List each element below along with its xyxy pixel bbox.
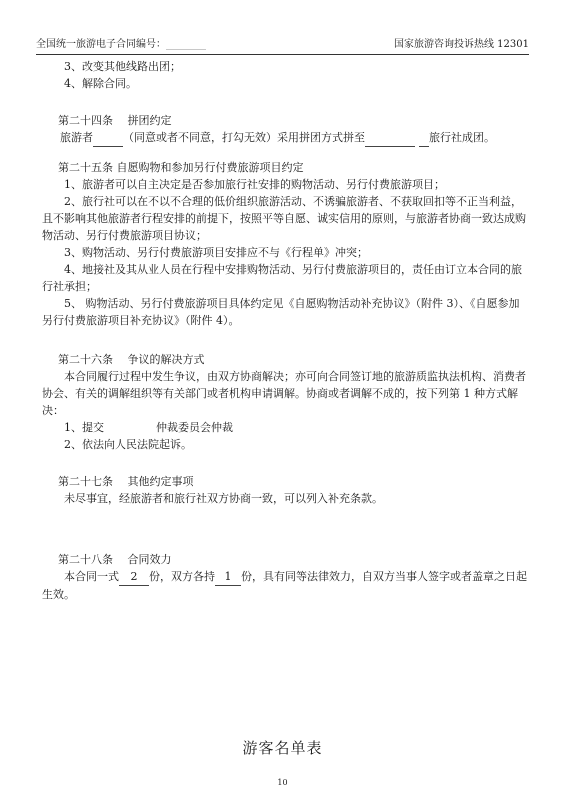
- tourist-roster-title: 游客名单表: [242, 739, 323, 757]
- article-24-body: 旅游者 （同意或者不同意，打勾无效）采用拼团方式拼至 旅行社成团。: [42, 129, 527, 147]
- article-25-item-4: 4、地接社及其从业人员在行程中安排购物活动、另行付费旅游项目的，责任由订立本合同的旅行社承担；: [42, 263, 522, 293]
- consent-blank[interactable]: [93, 129, 123, 147]
- article-27-body: 未尽事宜，经旅游者和旅行社双方协商一致，可以列入补充条款。: [64, 492, 383, 505]
- contract-number-value: ________: [166, 39, 206, 50]
- complaint-hotline: 国家旅游咨询投诉热线 12301: [394, 39, 529, 50]
- copies-each-field[interactable]: 1: [215, 568, 241, 586]
- contract-body: [42, 58, 527, 603]
- article-25-title: 第二十五条 自愿购物和参加另行付费旅游项目约定: [58, 161, 304, 174]
- alternative-4: 4、解除合同。: [64, 77, 137, 90]
- article-28-body: 本合同一式 2 份，双方各持 1 份，具有同等法律效力，自双方当事人签字或者盖章之日起生效。: [42, 570, 527, 601]
- article-28-title: 第二十八条 合同效力: [58, 553, 172, 566]
- article-26-option-1: 1、提交 仲裁委员会仲裁: [64, 421, 233, 434]
- alternative-3: 3、改变其他线路出团；: [64, 60, 181, 73]
- article-27-title: 第二十七条 其他约定事项: [58, 475, 194, 488]
- page-header: [36, 38, 529, 55]
- article-25-item-5: 5、 购物活动、另行付费旅游项目具体约定见《自愿购物活动补充协议》（附件 3）、《自愿参加另行付费旅游项目补充协议》（附件 4）。: [42, 297, 520, 327]
- page-number: 10: [277, 778, 288, 787]
- article-25-item-3: 3、购物活动、另行付费旅游项目安排应不与《行程单》冲突；: [64, 246, 368, 259]
- contract-number-label: 全国统一旅游电子合同编号：________: [36, 39, 206, 50]
- article-25-item-1: 1、旅游者可以自主决定是否参加旅行社安排的购物活动、另行付费旅游项目；: [64, 178, 445, 191]
- article-25-item-2: 2、旅行社可以在不以不合理的低价组织旅游活动、不诱骗旅游者、不获取回扣等不正当利益，且不影响其他旅游者行程安排的前提下，按照平等自愿、诚实信用的原则，与旅游者协商一致达成购物活动、另行付费旅游项目协议；: [42, 195, 526, 242]
- article-26-body: 本合同履行过程中发生争议，由双方协商解决；亦可向合同签订地的旅游质监执法机构、消费者协会、有关的调解组织等有关部门或者机构申请调解。协商或者调解不成的，按下列第 1 种方式解决：: [42, 370, 526, 417]
- total-copies-field[interactable]: 2: [119, 568, 149, 586]
- article-26-title: 第二十六条 争议的解决方式: [58, 353, 205, 366]
- merge-agency-blank[interactable]: [365, 129, 415, 147]
- article-24-title: 第二十四条 拼团约定: [58, 114, 172, 127]
- merge-agency-blank-2[interactable]: [419, 129, 429, 147]
- article-26-option-2: 2、依法向人民法院起诉。: [64, 438, 192, 451]
